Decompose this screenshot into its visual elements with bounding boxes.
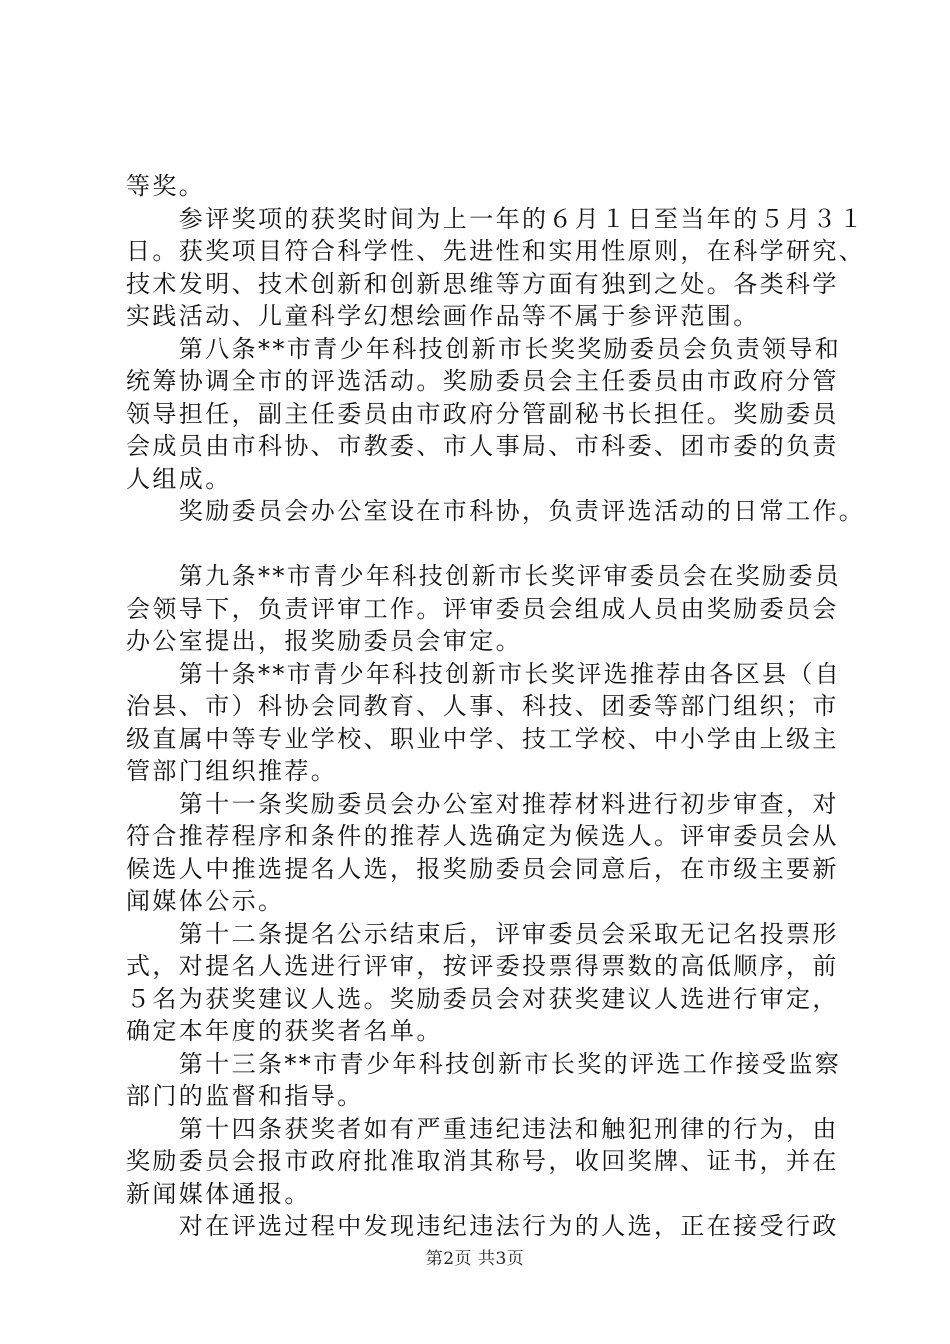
text-line: 第十一条奖励委员会办公室对推荐材料进行初步审查，对 [126,789,839,818]
text-line: 符合推荐程序和条件的推荐人选确定为候选人。评审委员会从 [126,822,839,850]
text-line: 会领导下，负责评审工作。评审委员会组成人员由奖励委员会 [126,594,839,623]
text-line: 第八条**市青少年科技创新市长奖奖励委员会负责领导和 [126,334,842,363]
text-line: 第十二条提名公示结束后，评审委员会采取无记名投票形 [126,919,839,948]
text-line: 奖励委员会办公室设在市科协，负责评选活动的日常工作。 [126,497,866,525]
text-line: 统筹协调全市的评选活动。奖励委员会主任委员由市政府分管 [126,367,839,395]
text-line: 部门的监督和指导。 [126,1082,364,1110]
text-line: 候选人中推选提名人选，报奖励委员会同意后，在市级主要新 [126,854,839,883]
text-line: 实践活动、儿童科学幻想绘画作品等不属于参评范围。 [126,302,760,330]
text-line: 办公室提出，报奖励委员会审定。 [126,627,522,655]
text-line: 人组成。 [126,464,232,493]
text-line: 第九条**市青少年科技创新市长奖评审委员会在奖励委员 [126,562,842,590]
text-line: 等奖。 [126,172,206,200]
paragraph-gap [126,528,836,561]
page-footer: 第2页 共3页 [425,1249,525,1269]
text-line: 式，对提名人选进行评审，按评委投票得票数的高低顺序，前 [126,952,839,980]
text-line: 治县、市）科协会同教育、人事、科技、团委等部门组织；市 [126,692,839,720]
text-line: 第十三条**市青少年科技创新市长奖的评选工作接受监察 [126,1049,842,1078]
text-line: 级直属中等专业学校、职业中学、技工学校、中小学由上级主 [126,724,839,753]
text-line: 新闻媒体通报。 [126,1179,311,1208]
text-line: 奖励委员会报市政府批准取消其称号，收回奖牌、证书，并在 [126,1147,839,1175]
text-line: 日。获奖项目符合科学性、先进性和实用性原则，在科学研究、 [126,237,866,265]
text-line: 对在评选过程中发现违纪违法行为的人选，正在接受行政 [126,1212,839,1240]
text-line: 技术发明、技术创新和创新思维等方面有独到之处。各类科学 [126,269,839,298]
text-line: 领导担任，副主任委员由市政府分管副秘书长担任。奖励委员 [126,399,839,428]
text-line: 第十四条获奖者如有严重违纪违法和触犯刑律的行为，由 [126,1114,839,1143]
document-body [126,170,866,1243]
text-line: 会成员由市科协、市教委、市人事局、市科委、团市委的负责 [126,432,839,460]
text-line: 第十条**市青少年科技创新市长奖评选推荐由各区县（自 [126,659,842,688]
text-line: 闻媒体公示。 [126,887,285,915]
text-line: 参评奖项的获奖时间为上一年的６月１日至当年的５月３１ [126,204,866,233]
text-line: ５名为获奖建议人选。奖励委员会对获奖建议人选进行审定， [126,984,839,1013]
text-line: 管部门组织推荐。 [126,757,338,785]
text-line: 确定本年度的获奖者名单。 [126,1017,443,1045]
